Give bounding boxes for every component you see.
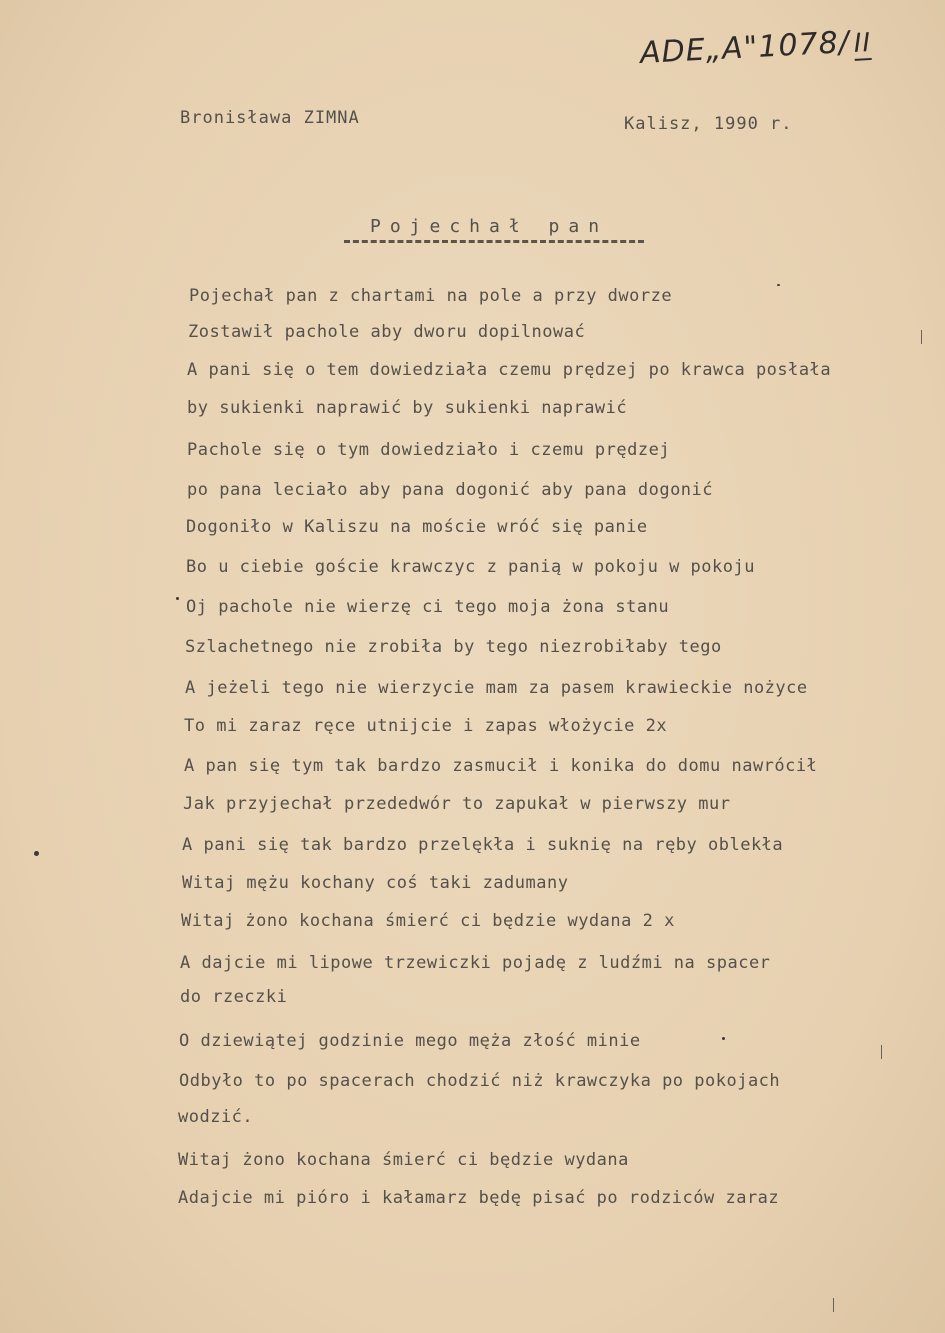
poem-line: A pani się o tem dowiedziała czemu prędzej po krawca posłała bbox=[187, 360, 832, 380]
poem-line: Witaj żono kochana śmierć ci będzie wydana bbox=[178, 1150, 629, 1170]
poem-line: A pan się tym tak bardzo zasmucił i konika do domu nawrócił bbox=[184, 756, 818, 776]
poem-line: Dogoniło w Kaliszu na moście wróć się panie bbox=[186, 517, 648, 537]
paper-speck bbox=[777, 284, 780, 286]
title-underline bbox=[344, 236, 644, 243]
poem-line: do rzeczki bbox=[180, 987, 288, 1007]
poem-line: Jak przyjechał przededwór to zapukał w pierwszy mur bbox=[183, 794, 731, 814]
poem-line: Witaj żono kochana śmierć ci będzie wydana 2 x bbox=[181, 911, 675, 931]
poem-line: A pani się tak bardzo przelękła i suknię na ręby oblekła bbox=[182, 835, 784, 855]
poem-line: Odbyło to po spacerach chodzić niż krawczyka po pokojach bbox=[179, 1071, 781, 1091]
poem-line: po pana leciało aby pana dogonić aby pana dogonić bbox=[187, 480, 714, 500]
paper-speck bbox=[34, 851, 39, 856]
poem-line: Pachole się o tym dowiedziało i czemu prędzej bbox=[187, 440, 671, 460]
poem-line: wodzić. bbox=[178, 1107, 254, 1127]
paper-speck bbox=[722, 1037, 725, 1040]
poem-line: A dajcie mi lipowe trzewiczki pojadę z ludźmi na spacer bbox=[180, 953, 771, 973]
author-name: Bronisława ZIMNA bbox=[180, 108, 360, 128]
archive-signature-sub: II bbox=[853, 27, 872, 59]
paper-mark bbox=[921, 330, 922, 344]
poem-line: Zostawił pachole aby dworu dopilnować bbox=[188, 322, 586, 342]
poem-line: Szlachetnego nie zrobiła by tego niezrobiłaby tego bbox=[185, 637, 722, 657]
archive-signature bbox=[639, 24, 872, 72]
poem-line: A jeżeli tego nie wierzycie mam za pasem krawieckie nożyce bbox=[185, 678, 808, 698]
poem-line: Bo u ciebie goście krawczyc z panią w pokoju w pokoju bbox=[186, 557, 755, 577]
poem-line: Witaj mężu kochany coś taki zadumany bbox=[182, 873, 569, 893]
poem-title: Pojechał pan bbox=[370, 216, 609, 237]
paper-mark bbox=[833, 1298, 834, 1312]
poem-line: by sukienki naprawić by sukienki naprawić bbox=[187, 398, 628, 418]
poem-line: To mi zaraz ręce utnijcie i zapas włożycie 2x bbox=[184, 716, 668, 736]
paper-mark bbox=[881, 1045, 882, 1059]
poem-line: O dziewiątej godzinie mego męża złość minie bbox=[179, 1031, 641, 1051]
paper-speck bbox=[176, 597, 179, 600]
poem-line: Oj pachole nie wierzę ci tego moja żona stanu bbox=[186, 597, 670, 617]
place-date: Kalisz, 1990 r. bbox=[624, 114, 793, 134]
poem-line: Adajcie mi pióro i kałamarz będę pisać po rodziców zaraz bbox=[178, 1188, 780, 1208]
poem-line: Pojechał pan z chartami na pole a przy dworze bbox=[189, 286, 673, 306]
archive-signature-main: ADE„A"1078/ bbox=[639, 25, 851, 72]
